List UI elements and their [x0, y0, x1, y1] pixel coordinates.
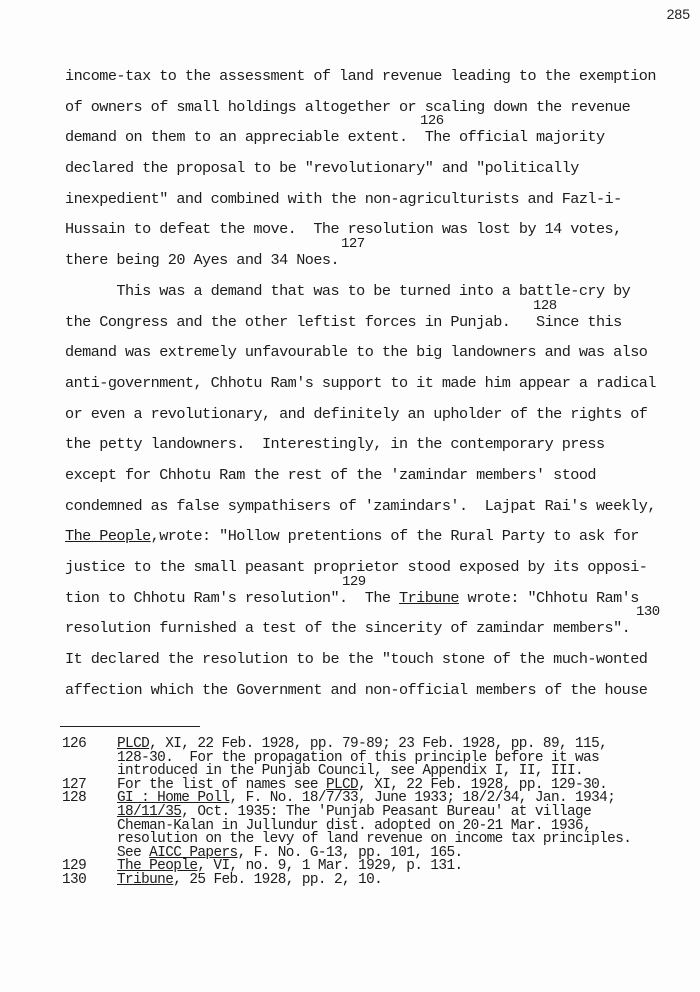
page-number: 285 — [666, 6, 690, 22]
line-text: It declared the resolution to be the "touch stone of the much-wonted — [65, 650, 648, 669]
footnote-number: 127 — [62, 776, 87, 793]
footnote-line: For the list of names see — [117, 776, 326, 793]
footnote-line: Cheman-Kalan in Jullundur dist. adopted on 20-21 Mar. 1936, — [117, 817, 592, 834]
footnote-line: , F. No. 18/7/33, June 1933; 18/2/34, Jan. 1934; — [229, 790, 616, 807]
line-text: except for Chhotu Ram the rest of the 'zamindar members' stood — [65, 465, 596, 484]
footnote-line: introduced in the Punjab Council, see Appendix I, II, III. — [117, 763, 584, 780]
source-title: PLCD — [325, 776, 359, 793]
line-text: declared the proposal to be "revolutionary" and "politically — [65, 159, 579, 178]
body-line — [65, 434, 700, 465]
body-line — [65, 66, 700, 97]
body-line — [65, 573, 700, 619]
line-text: the petty landowners. Interestingly, in the contemporary press — [65, 435, 605, 454]
body-line — [65, 404, 700, 435]
source-title: GI : Home Poll — [117, 790, 230, 807]
publication-title: The People — [65, 527, 151, 546]
footnote-text — [117, 738, 607, 779]
line-text: there being 20 Ayes and 34 Noes. — [65, 251, 340, 270]
footnote-line: , 25 Feb. 1928, pp. 2, 10. — [173, 871, 383, 888]
line-text: inexpedient" and combined with the non-agriculturists and Fazl-i- — [65, 189, 622, 208]
footnote-number: 128 — [62, 790, 87, 807]
footnote-line: See — [117, 844, 150, 861]
source-title: The People — [117, 858, 198, 875]
line-text: of owners of small holdings altogether or scaling down the revenue — [65, 97, 631, 116]
footnote-line: resolution on the levy of land revenue on income tax principles. — [117, 831, 632, 848]
body-line — [65, 557, 700, 588]
body-line — [65, 97, 700, 128]
footnote-line: , Oct. 1935: The 'Punjab Peasant Bureau' at village — [181, 803, 592, 820]
line-text: resolution furnished a test of the sincerity of zamindar members". — [65, 619, 631, 638]
footnote-ref-128[interactable]: 128 — [533, 297, 557, 314]
line-text: condemned as false sympathisers of 'zamindars'. Lajpat Rai's weekly, — [65, 496, 656, 515]
footnotes — [62, 738, 700, 888]
source-title: PLCD — [117, 736, 150, 752]
publication-title: Tribune — [399, 588, 459, 607]
line-text: tion to Chhotu Ram's resolution". — [65, 588, 348, 607]
body-line — [65, 373, 700, 404]
footnote-ref-126[interactable]: 126 — [420, 113, 444, 130]
body-line — [65, 281, 700, 312]
line-text: or even a revolutionary, and definitely an upholder of the rights of — [65, 404, 648, 423]
line-text: the Congress and the other leftist forces in Punjab. — [65, 312, 511, 331]
body-line — [65, 604, 700, 649]
footnote-ref-130[interactable]: 130 — [636, 604, 660, 621]
body-line — [65, 113, 700, 158]
footnote-line: , XI, 22 Feb. 1928, pp. 129-30. — [358, 776, 608, 793]
footnote-ref-129[interactable]: 129 — [342, 573, 366, 590]
footnote-divider — [60, 726, 200, 727]
body-text — [65, 66, 700, 710]
line-text: income-tax to the assessment of land revenue leading to the exemption — [65, 67, 656, 85]
source-title: AICC Papers — [149, 844, 238, 861]
footnote-line: , XI, 22 Feb. 1928, pp. 79-89; 23 Feb. 1928, pp. 89, 115, — [149, 736, 608, 752]
line-text: affection which the Government and non-official members of the house — [65, 680, 648, 699]
source-title: Tribune — [117, 871, 174, 888]
footnote-line: 128-30. For the propagation of this principle before it was — [117, 749, 600, 766]
body-line — [65, 465, 700, 496]
footnote-128 — [62, 792, 700, 860]
footnote-number: 129 — [62, 858, 87, 875]
line-text: This was a demand that was to be turned into a battle-cry by — [65, 281, 631, 300]
footnote-text — [117, 792, 631, 860]
footnote-text — [117, 871, 383, 888]
footnote-number: 130 — [62, 871, 87, 888]
line-text: demand on them to an appreciable extent. — [65, 128, 408, 147]
line-text: wrote: "Chhotu Ram's — [458, 588, 639, 607]
line-text: Hussain to defeat the move. The resolution was lost by 14 votes, — [65, 220, 622, 239]
body-line — [65, 297, 700, 343]
body-line — [65, 189, 700, 220]
line-text: ,wrote: "Hollow pretentions of the Rural Party to ask for — [150, 527, 639, 546]
line-text: The official majority — [407, 128, 605, 147]
body-line — [65, 496, 700, 527]
footnote-130 — [62, 871, 700, 888]
footnote-line: , VI, no. 9, 1 Mar. 1929, p. 131. — [197, 858, 463, 875]
line-text: justice to the small peasant proprietor stood exposed by its opposi- — [65, 558, 648, 576]
line-text: anti-government, Chhotu Ram's support to it made him appear a radical — [65, 373, 656, 392]
body-line — [65, 649, 700, 680]
line-text: Since this — [510, 312, 622, 331]
line-text: demand was extremely unfavourable to the big landowners and was also — [65, 343, 648, 362]
body-line — [65, 236, 700, 281]
body-line — [65, 158, 700, 189]
line-text: The — [347, 588, 400, 607]
body-line — [65, 342, 700, 373]
footnote-number: 126 — [62, 736, 87, 752]
footnote-line: , F. No. G-13, pp. 101, 165. — [237, 844, 463, 861]
body-line — [65, 219, 700, 250]
body-line — [65, 680, 700, 711]
footnote-126 — [62, 738, 700, 779]
source-ref: 18/11/35 — [117, 803, 182, 820]
body-line — [65, 526, 700, 557]
footnote-ref-127[interactable]: 127 — [341, 236, 365, 253]
